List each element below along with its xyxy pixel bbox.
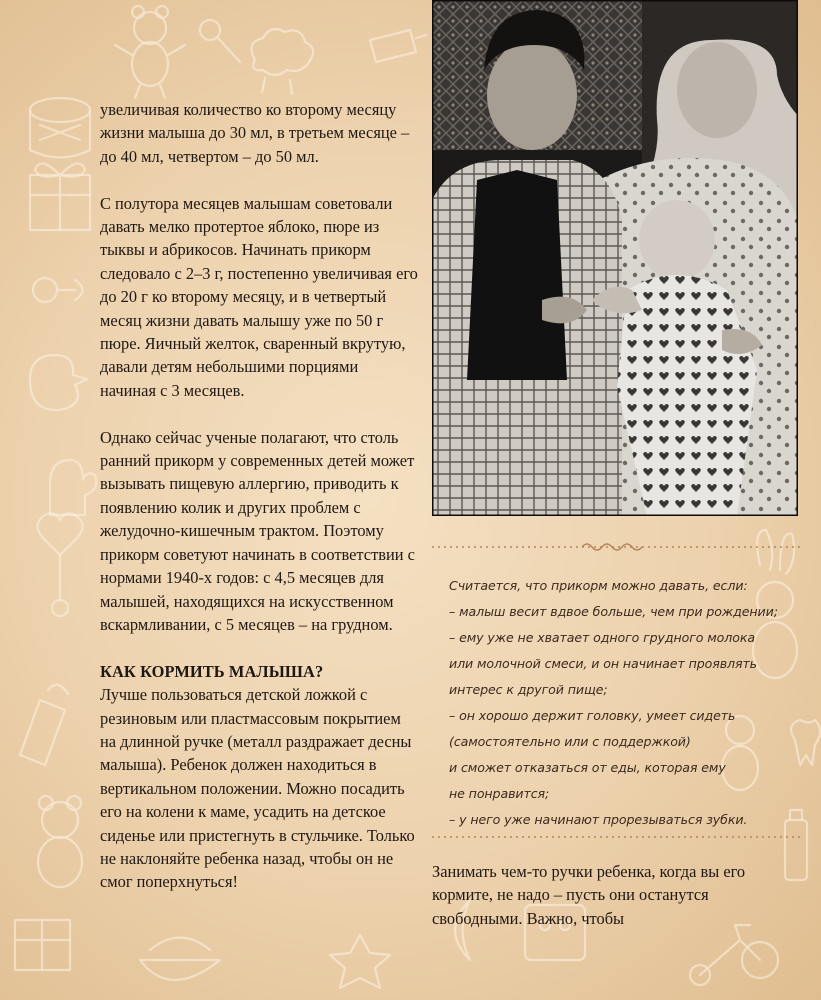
paragraph-4: Лучше пользоваться детской ложкой с резиновым или пластмассовым покрытием на длинной ручке (металл раздражает десны малыша). Ребенок должен находиться в вертикальном положении. Можно посадить его на колени к маме, усадить на детское сиденье или пристегнуть в стульчике. Только не наклоняйте ребенка назад, чтобы он не смог поперхнуться! [100,685,415,892]
mitten-icon [50,460,96,515]
dotted-divider-top [432,542,802,552]
pacifier-icon [33,278,83,302]
note-line: – ему уже не хватает одного грудного молока [449,630,755,645]
teddy-bear-icon [115,6,185,98]
heart-rattle-icon [38,513,83,616]
star-icon [330,935,390,988]
gift-icon [30,164,90,230]
note-line: и сможет отказаться от еды, которая ему [449,760,726,775]
paragraph-5: Занимать чем-то ручки ребенка, когда вы его кормите, не надо – пусть они останутся свободными. Важно, чтобы [432,862,746,928]
bowl-icon [140,938,220,981]
note-line: интерес к другой пище; [449,682,608,697]
note-line: Считается, что прикорм можно давать, если: [449,578,748,593]
paragraph-3: Однако сейчас ученые полагают, что столь ранний прикорм у современных детей может вызывать пищевую аллергию, приводить к появлению колик и других проблем с желудочно-кишечным трактом. Поэтому прикорм советуют начинать в соответствии с нормами 1940-х годов: с 4,5 месяцев для малышей, находящихся на искусственном вскармливании, с 5 месяцев – на грудном. [100,427,415,634]
note-line: (самостоятельно или с поддержкой) [449,734,691,749]
rattle-icon [200,20,240,62]
note-line: или молочной смеси, и он начинает проявлять [449,656,757,671]
note-line: – малыш весит вдвое больше, чем при рождении; [449,604,778,619]
right-text-column [432,860,772,930]
note-line: – у него уже начинают прорезываться зубки. [449,812,748,827]
left-text-column [100,98,418,894]
section-heading: КАК КОРМИТЬ МАЛЫША? [100,661,324,681]
sheep-icon [251,29,313,94]
gift-icon-2 [15,920,70,970]
dotted-divider-bottom [432,832,802,842]
bottle-icon [370,30,426,62]
bottle-icon-2 [20,685,68,765]
tooth-icon [791,720,820,765]
teddy-bear-icon-2 [38,796,82,887]
note-line: – он хорошо держит головку, умеет сидеть [449,708,736,723]
tricycle-icon [690,925,778,985]
duck-icon [30,355,87,410]
note-line: не понравится; [449,786,550,801]
drum-icon [30,98,90,158]
paragraph-1: увеличивая количество ко второму месяцу жизни малыша до 30 мл, в третьем месяце – до 40 мл, четвертом – до 50 мл. [100,100,410,166]
paragraph-2: С полутора месяцев малышам советовали давать мелко протертое яблоко, пюре из тыквы и абрикосов. Начинать прикорм следовало с 2–3 г, постепенно увеличивая его до 20 г ко второму месяцу, и в четвертый месяц жизни давать малышу уже по 50 г пюре. Яичный желток, сваренный вкрутую, давали детям небольшими порциями начиная с 3 месяцев. [100,193,418,400]
family-photo [432,0,798,516]
note-block [449,573,789,833]
